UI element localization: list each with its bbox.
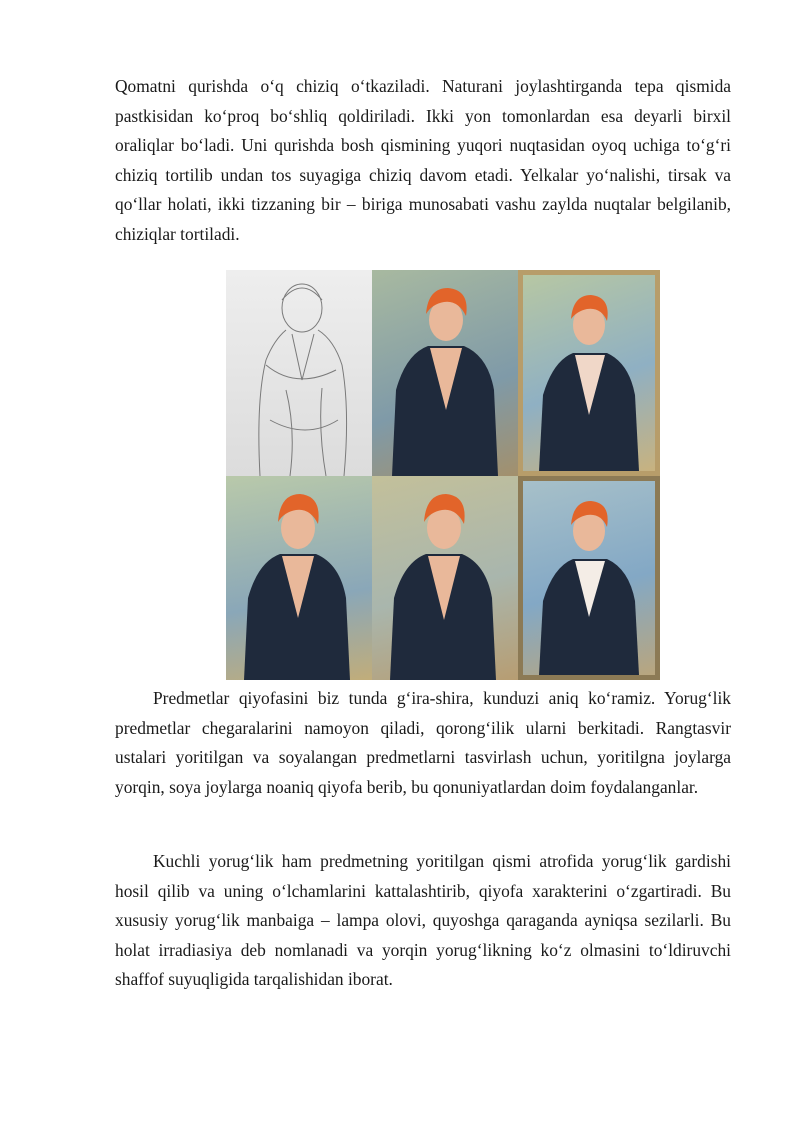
paragraph-irradiation: Kuchli yorug‘lik ham predmetning yoritilgan qismi atrofida yorug‘lik gardishi hosil qilib va uning o‘lchamlarini kattalashtirib, qiyofa xarakterini o‘zgartiradi. Bu xususiy yorug‘lik manbaiga – lampa olovi, quyoshga qaraganda ayniqsa sezilarli. Bu holat irradiasiya deb nomlanadi va yorqin yorug‘likning ko‘z olmasini to‘ldiruvchi shaffof suyuqligida tarqalishidan iborat. — [115, 851, 731, 990]
portrait-stage-5 — [372, 476, 518, 680]
paragraph-light-and-shadow: Predmetlar qiyofasini biz tunda g‘ira-shira, kunduzi aniq ko‘ramiz. Yorug‘lik predmetlar chegaralarini namoyon qiladi, qorong‘ilik ularni berkitadi. Rangtasvir ustalari yoritilgan va soyalangan predmetlarni tasvirlash uchun, yoritilgna joylarga yorqin, soya joylarga noaniq qiyofa berib, bu qonuniyatlardan doim foydalanganlar. — [115, 688, 731, 797]
portrait-final-framed — [518, 476, 660, 680]
portrait-stage-2 — [372, 270, 518, 476]
portrait-stage-3 — [518, 270, 660, 476]
paragraph-posture-construction: Qomatni qurishda o‘q chiziq o‘tkaziladi. Naturani joylashtirganda tepa qismida pastkisidan ko‘proq bo‘shliq qoldiriladi. Ikki yon tomonlardan esa deyarli birxil oraliqlar bo‘ladi. Uni qurishda bosh qismining yuqori nuqtasidan oyoq uchiga to‘g‘ri chiziq tortilib undan tos suyagiga chiziq davom etadi. Yelkalar yo‘nalishi, tirsak va qo‘llar holati, ikki tizzaning bir – biriga munosabati vashu zaylda nuqtalar belgilanib, chiziqlar tortiladi. — [115, 76, 731, 244]
portrait-stage-4 — [226, 476, 372, 680]
portrait-stages-figure — [226, 270, 660, 680]
portrait-sketch-stage — [226, 270, 372, 476]
